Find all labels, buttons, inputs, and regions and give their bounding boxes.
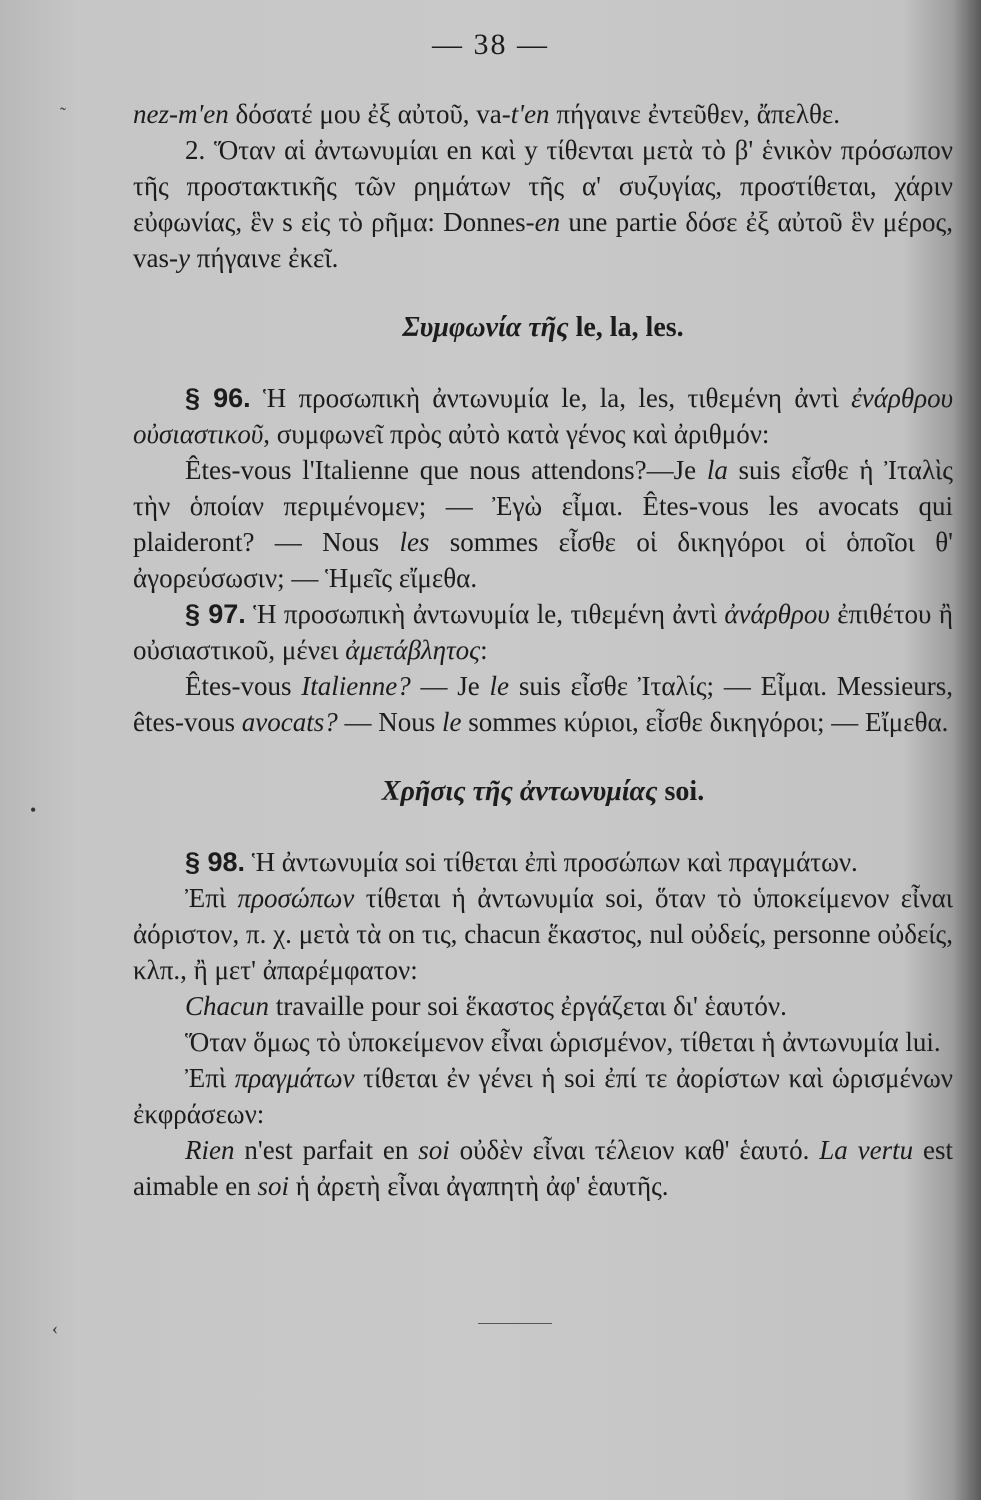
- emphasis: La vertu: [819, 1135, 914, 1165]
- text-run: suis εἶσθε Ἰταλίς; — Εἶμαι. Messieurs, êtes-vous: [133, 671, 953, 737]
- text-run: δόσατέ μου ἐξ αὐτοῦ, va-: [228, 99, 511, 129]
- section-heading-soi: [133, 774, 953, 810]
- example-98-rien: [133, 1132, 953, 1204]
- emphasis: ἐνάρθρου οὐσιαστικοῦ: [133, 383, 953, 449]
- text-run: Ἡ προσωπικὴ ἀντωνυμία le, τιθεμένη ἀντὶ: [245, 599, 725, 629]
- emphasis: ἀμετάβλητος: [345, 635, 481, 665]
- text-run: οὐδὲν εἶναι τέλειον καθ' ἑαυτό.: [449, 1135, 820, 1165]
- margin-dot: •: [30, 800, 37, 820]
- paragraph-continuation: [133, 96, 953, 132]
- example-96: [133, 452, 953, 596]
- paragraph-96: [133, 380, 953, 452]
- heading-latin: le, la, les.: [568, 312, 684, 343]
- french-term: nez-m'en: [133, 99, 229, 129]
- section-number: § 98.: [185, 847, 246, 877]
- heading-greek: Συμφωνία τῆς: [402, 312, 569, 343]
- text-run: τίθεται ἡ ἀντωνυμία soi, ὅταν τὸ ὑποκείμενον εἶναι ἀόριστον, π. χ. μετὰ τὰ on τις, chacun ἕκαστος, nul οὐδείς, personne οὐδείς, κλπ., ἢ μετ' ἀπαρέμφατον:: [133, 883, 953, 985]
- text-run: πήγαινε ἐκεῖ.: [189, 243, 339, 273]
- text-run: une partie δόσε ἐξ αὐτοῦ ἓν μέρος, vas-: [133, 207, 953, 273]
- text-run: 2. Ὅταν αἱ ἀντωνυμίαι en καὶ y τίθενται μετὰ τὸ β' ἑνικὸν πρόσωπον τῆς προστακτικῆς τῶν ρημάτων τῆς α' συζυγίας, προστίθεται, χάριν εὐφωνίας, ἓν s εἰς τὸ ρῆμα: Donnes-: [133, 135, 953, 237]
- text-run: est aimable en: [133, 1135, 953, 1201]
- emphasis: avocats?: [241, 707, 338, 737]
- text-run: n'est parfait en: [234, 1135, 419, 1165]
- text-run: Êtes-vous: [185, 671, 302, 701]
- example-97: [133, 668, 953, 740]
- text-run: sommes εἶσθε οἱ δικηγόροι οἱ ὁποῖοι θ' ἀγορεύσωσιν; — Ἡμεῖς εἴμεθα.: [133, 527, 954, 593]
- french-term: y: [177, 243, 190, 273]
- emphasis: le: [441, 707, 462, 737]
- text-run: travaille pour soi ἕκαστος ἐργάζεται δι' ἑαυτόν.: [269, 991, 787, 1021]
- text-run: Ἐπὶ: [185, 1063, 235, 1093]
- emphasis: Rien: [185, 1135, 235, 1165]
- text-run: :: [480, 635, 488, 665]
- emphasis: la: [706, 455, 728, 485]
- text-run: Êtes-vous l'Italienne que nous attendons?—Je: [185, 455, 707, 485]
- paragraph-97: [133, 596, 953, 668]
- section-number: § 96.: [185, 383, 251, 413]
- emphasis: soi: [257, 1171, 289, 1201]
- section-number: § 97.: [185, 599, 246, 629]
- emphasis: le: [489, 671, 510, 701]
- emphasis: soi: [418, 1135, 450, 1165]
- margin-mark: ˜: [60, 104, 66, 124]
- text-run: — Nous: [337, 707, 442, 737]
- margin-mark: ‹: [52, 1318, 58, 1338]
- text-run: Ἐπὶ: [185, 883, 238, 913]
- paragraph-98-persons: [133, 880, 953, 988]
- text-run: ἐπιθέτου ἢ οὐσιαστικοῦ, μένει: [133, 599, 953, 665]
- text-run: sommes κύριοι, εἶσθε δικηγόροι; — Εἴμεθα.: [461, 707, 949, 737]
- text-run: suis εἶσθε ἡ Ἰταλὶς τὴν ὁποίαν περιμένομεν; — Ἐγὼ εἶμαι. Êtes-vous les avocats qui plaideront? — Nous: [133, 455, 953, 557]
- text-run: — Je: [410, 671, 490, 701]
- paragraph-98: [133, 844, 953, 880]
- emphasis: Italienne?: [301, 671, 411, 701]
- section-heading-le-la-les: [133, 310, 953, 346]
- emphasis: πραγμάτων: [234, 1063, 355, 1093]
- french-term: t'en: [510, 99, 550, 129]
- text-run: Ἡ ἀντωνυμία soi τίθεται ἐπὶ προσώπων καὶ πραγμάτων.: [245, 847, 858, 877]
- heading-latin: soi.: [657, 776, 705, 807]
- text-run: ἡ ἀρετὴ εἶναι ἀγαπητὴ ἀφ' ἑαυτῆς.: [288, 1171, 669, 1201]
- paragraph-rule-2: [133, 132, 953, 276]
- text-run: τίθεται ἐν γένει ἡ soi ἐπί τε ἀορίστων καὶ ὡρισμένων ἐκφράσεων:: [133, 1063, 954, 1129]
- emphasis: ἀνάρθρου: [724, 599, 830, 629]
- emphasis: προσώπων: [237, 883, 355, 913]
- emphasis: Chacun: [185, 991, 269, 1021]
- text-run: πήγαινε ἐντεῦθεν, ἄπελθε.: [549, 99, 841, 129]
- paragraph-98-things: [133, 1060, 953, 1132]
- emphasis: les: [399, 527, 430, 557]
- end-rule: [478, 1323, 552, 1324]
- page-number: — 38 —: [432, 28, 549, 61]
- heading-greek: Χρῆσις τῆς ἀντωνυμίας: [381, 776, 658, 807]
- paragraph-98-lui: Ὅταν ὅμως τὸ ὑποκείμενον εἶναι ὡρισμένον, τίθεται ἡ ἀντωνυμία lui.: [185, 1027, 941, 1057]
- example-98-chacun: [133, 988, 953, 1024]
- text-run: Ἡ προσωπικὴ ἀντωνυμία le, la, les, τιθεμένη ἀντὶ: [250, 383, 852, 413]
- text-run: , συμφωνεῖ πρὸς αὐτὸ κατὰ γένος καὶ ἀριθμόν:: [263, 419, 770, 449]
- page-text: [133, 96, 953, 1204]
- french-term: en: [534, 207, 561, 237]
